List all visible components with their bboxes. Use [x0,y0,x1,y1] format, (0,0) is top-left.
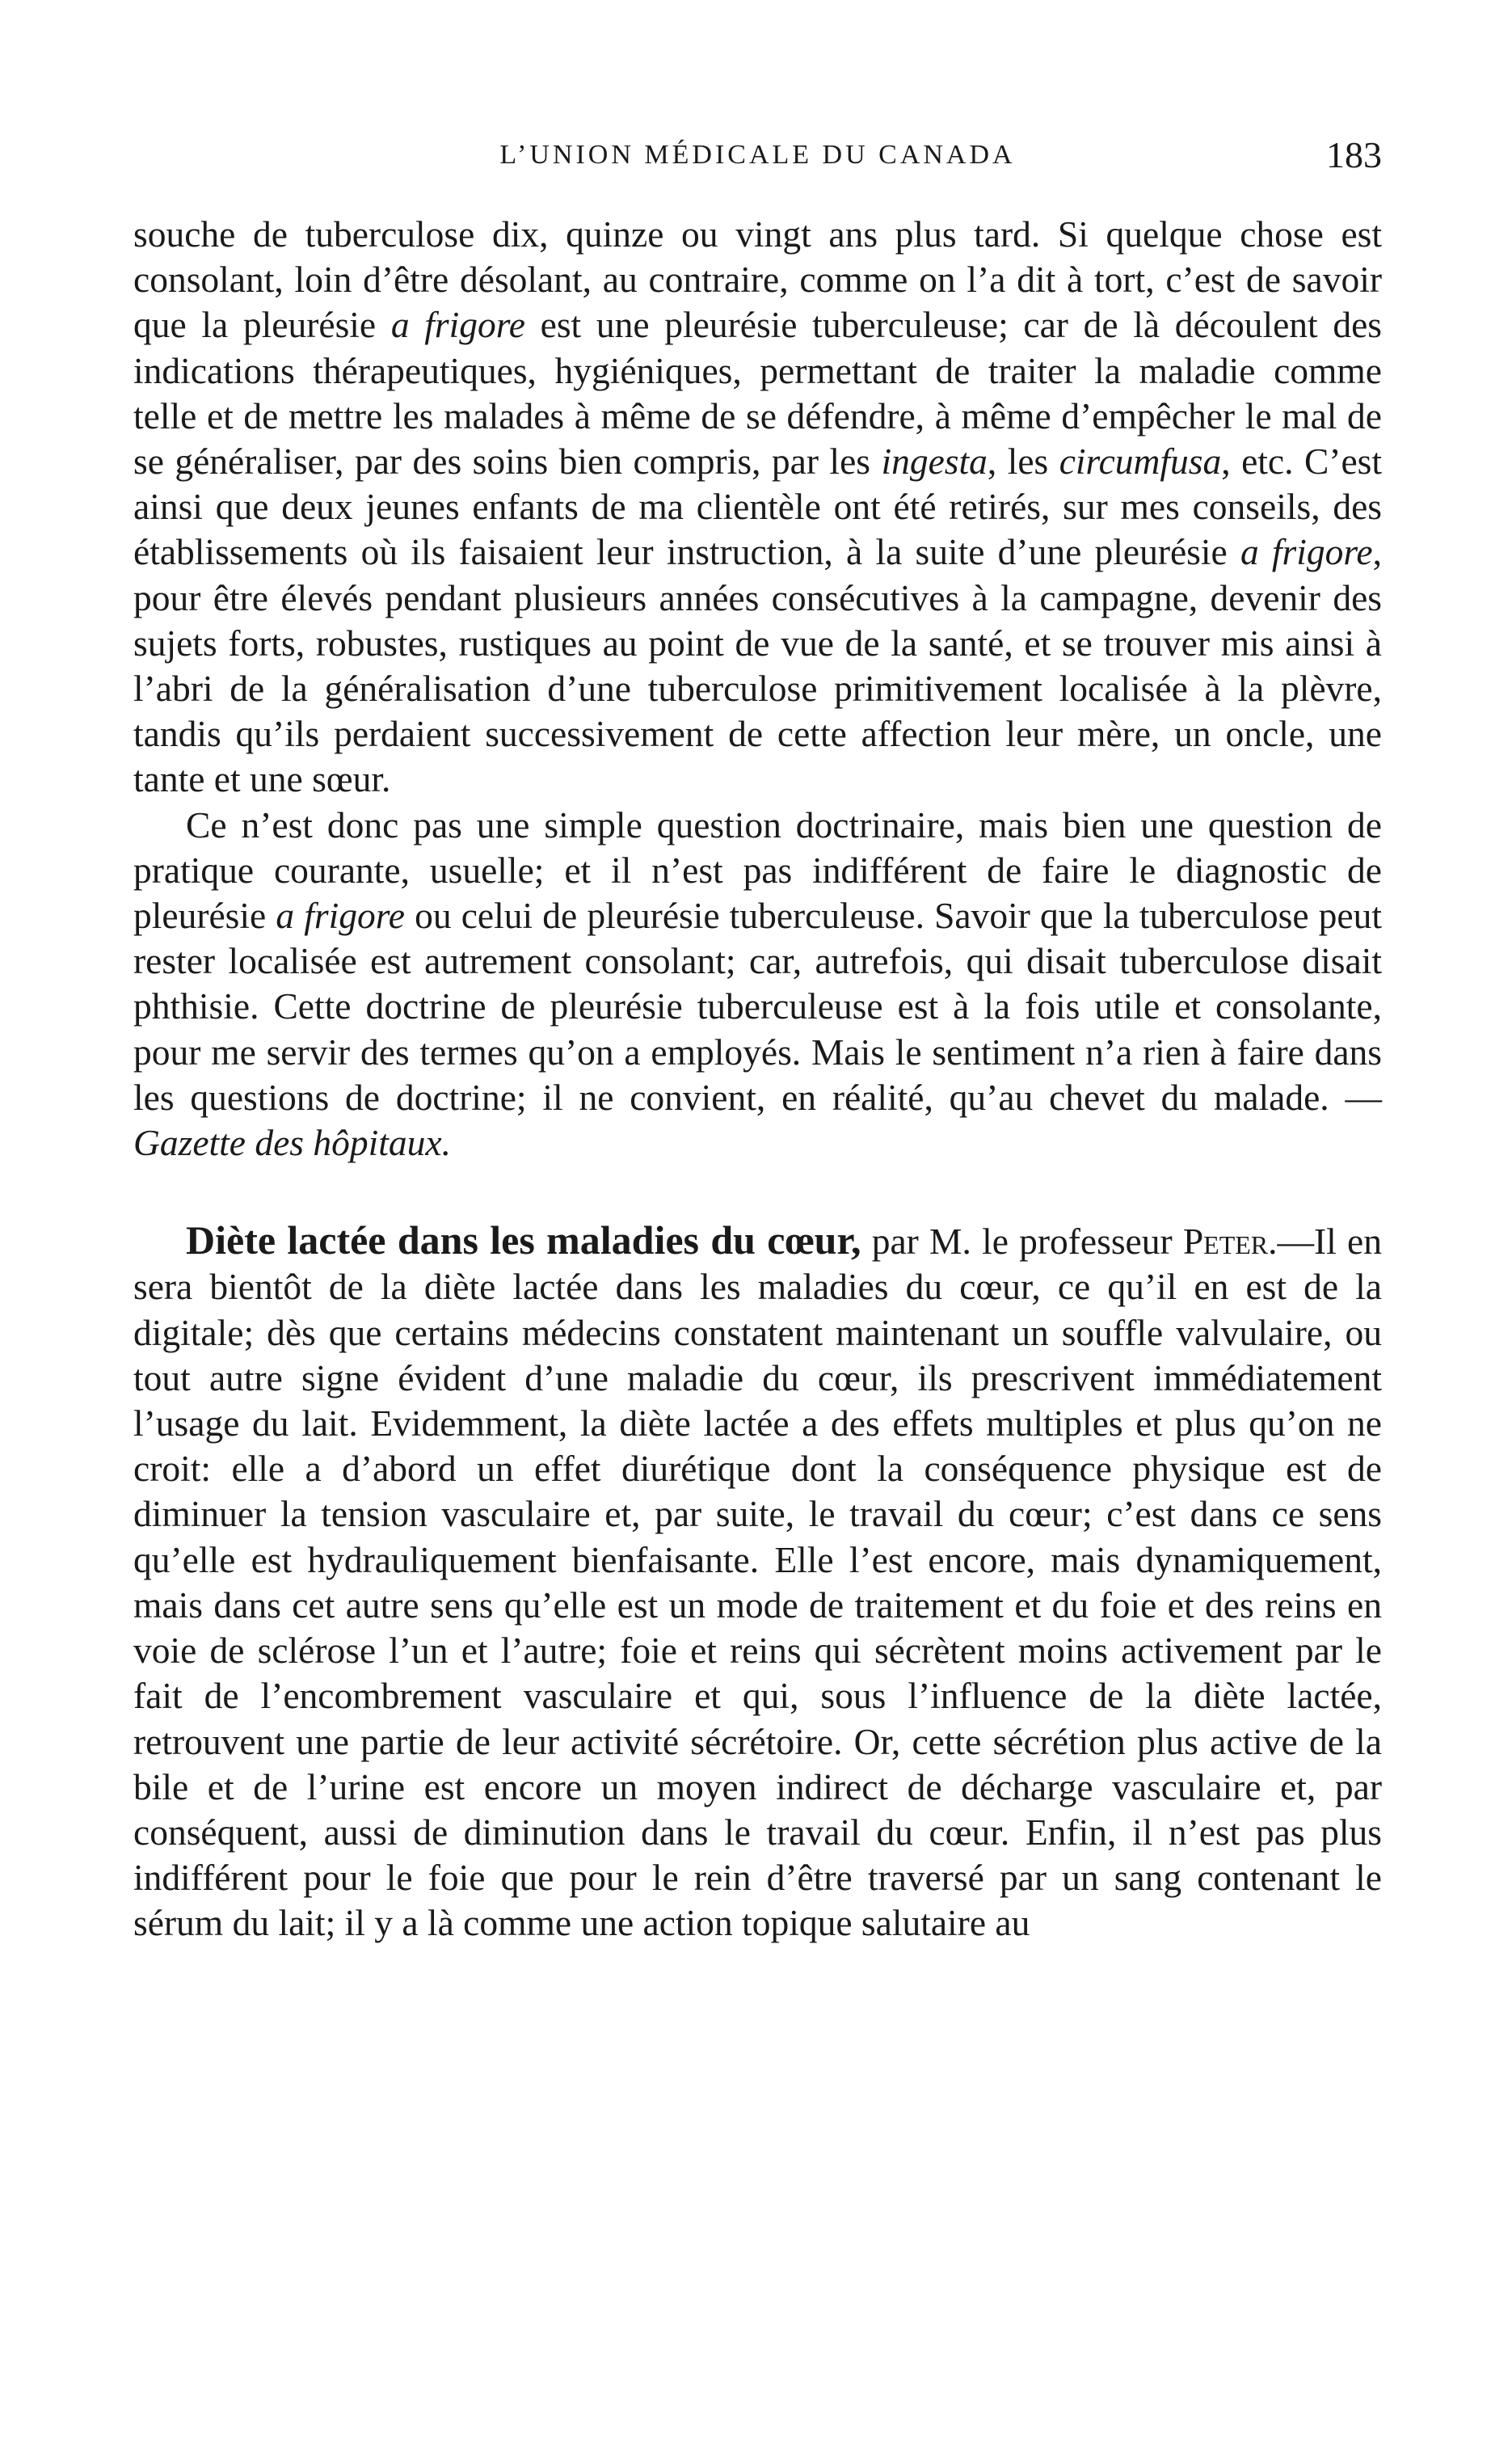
text-run: , les [987,441,1059,483]
running-head [133,133,1382,182]
text-run: Ce n’est donc pas une simple question doctrinaire, mais bien une question de pratique courante, usuelle; et il n’est pas indifférent de faire le diagnostic de pleurésie [133,803,1382,937]
text-run: par M. le professeur [861,1221,1183,1263]
text-run: ou celui de pleurésie tuberculeuse. Savoir que la tuberculose peut rester localisée est autrement consolant; car, autrefois, qui disait tuberculose disait phthisie. Cette doctrine de pleurésie tuberculeuse est à la fois utile et consolante, pour me servir des termes qu’on a employés. Mais le sentiment n’a rien à faire dans les questions de doctrine; il ne convient, en réalité, qu’au chevet du malade. — [133,895,1383,1118]
text-run: , etc. C’est ainsi que deux jeunes enfants de ma clientèle ont été retirés, sur mes conseils, des établissements où ils faisaient leur instruction, à la suite d’une pleurésie [133,441,1382,573]
text-run: souche de tuberculose dix, quinze ou vingt ans plus tard. Si quelque chose est consolant, loin d’être désolant, au contraire, comme on l’a dit à tort, c’est de savoir que la pleurésie [133,213,1382,346]
paragraph-tuberculosis-consolation [133,212,1382,803]
text-run: est une pleurésie tuberculeuse; car de là découlent des indications thérapeutiques, hygiéniques, permettant de traiter la maladie comme telle et de mettre les malades à même de se défendre, à même d’empêcher le mal de se généraliser, par des soins bien compris, par les [133,304,1383,483]
running-title: L’UNION MÉDICALE DU CANADA [499,140,1016,170]
paragraph-milk-diet [133,1217,1382,1946]
section-heading: Diète lactée dans les maladies du cœur, [186,1217,861,1263]
latin-term: a frigore [390,304,525,346]
section-gap [133,1166,1382,1217]
latin-term: ingesta [881,441,988,483]
latin-term: circumfusa [1059,441,1222,483]
latin-term: a frigore [276,895,405,937]
author-name: Peter. [1182,1221,1278,1263]
text-run: , pour être élevés pendant plusieurs années consécutives à la campagne, devenir des sujets forts, robustes, rustiques au point de vue de la santé, et se trouver mis ainsi à l’abri de la généralisation d’une tuberculose primitivement localisée à la plèvre, tandis qu’ils perdaient successivement de cette affection leur mère, un oncle, une tante et une sœur. [133,531,1382,800]
latin-term: a frigore [1240,531,1373,573]
paragraph-doctrine [133,803,1382,1166]
text-run: —Il en sera bientôt de la diète lactée dans les maladies du cœur, ce qu’il en est de la digitale; dès que certains médecins constatent maintenant un souffle valvulaire, ou tout autre signe évident d’une maladie du cœur, ils prescrivent immédiatement l’usage du lait. Evidemment, la diète lactée a des effets multiples et plus qu’on ne croit: elle a d’abord un effet diurétique dont la conséquence physique est de diminuer la tension vasculaire et, par suite, le travail du cœur; c’est dans ce sens qu’elle est hydrauliquement bienfaisante. Elle l’est encore, mais dynamiquement, mais dans cet autre sens qu’elle est un mode de traitement et du foie et des reins en voie de sclérose l’un et l’autre; foie et reins qui sécrètent moins activement par le fait de l’encombrement vasculaire et qui, sous l’influence de la diète lactée, retrouvent une partie de leur activité sécrétoire. Or, cette sécrétion plus active de la bile et de l’urine est encore un moyen indirect de décharge vasculaire et, par conséquent, aussi de diminution dans le travail du cœur. Enfin, il n’est pas plus indifférent pour le foie que pour le rein d’être traversé par un sang contenant le sérum du lait; il y a là comme une action topique salutaire au [133,1221,1382,1944]
source-citation: Gazette des hôpitaux. [133,1122,451,1164]
page-number: 183 [1326,134,1382,175]
body-text [133,212,1382,1946]
